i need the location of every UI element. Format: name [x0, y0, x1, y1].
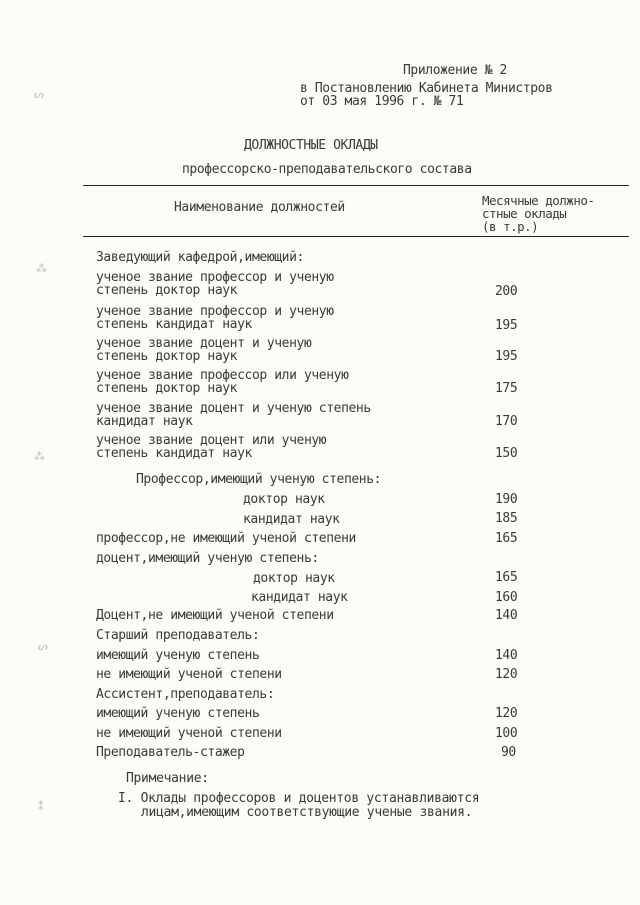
table-row-label: ученое звание профессор и ученую [96, 270, 334, 285]
table-row-salary: 175 [495, 381, 518, 396]
table-row-label: доктор наук [243, 492, 325, 507]
table-row-label: доцент,имеющий ученую степень: [96, 551, 319, 566]
table-row-salary: 140 [495, 608, 518, 623]
table-row-salary: 170 [495, 414, 518, 429]
table-row-label: кандидат наук [251, 590, 348, 605]
table-row-label: степень кандидат наук [96, 317, 252, 332]
table-row-label: степень доктор наук [96, 381, 238, 396]
margin-mark: ⁂ [34, 450, 45, 463]
table-row-label: Доцент,не имеющий ученой степени [96, 608, 334, 623]
table-row-salary: 190 [495, 492, 518, 507]
table-row-label: ученое звание профессор и ученую [96, 304, 334, 319]
table-row-label: кандидат наук [96, 414, 193, 429]
table-row-label: имеющий ученую степень [96, 648, 260, 663]
table-row-label: степень кандидат наук [96, 446, 252, 461]
table-row-salary: 140 [495, 648, 518, 663]
table-row-label: ученое звание доцент и ученую степень [96, 401, 371, 416]
table-row-label: Ассистент,преподаватель: [96, 687, 275, 702]
table-row-label: не имеющий ученой степени [96, 726, 282, 741]
decree-line-1: в Постановлению Кабинета Министров [300, 81, 553, 96]
table-row-salary: 195 [495, 349, 518, 364]
table-row-label: Профессор,имеющий ученую степень: [136, 472, 382, 487]
table-row-label: Старший преподаватель: [96, 628, 260, 643]
margin-mark: ⁑ [38, 800, 44, 813]
table-row-salary: 165 [495, 570, 518, 585]
table-header-rule [83, 236, 629, 237]
table-row-label: кандидат наук [243, 512, 340, 527]
note-item-line-1: I. Оклады профессоров и доцентов устанавливаются [118, 791, 480, 806]
document-title: ДОЛЖНОСТНЫЕ ОКЛАДЫ [244, 138, 378, 153]
table-row-salary: 185 [495, 511, 518, 526]
table-row-label: Заведующий кафедрой,имеющий: [96, 250, 304, 265]
decree-line-2: от 03 мая 1996 г. № 71 [300, 94, 464, 109]
column-header-salary-2: стные оклады [482, 206, 567, 221]
table-row-label: имеющий ученую степень [96, 706, 260, 721]
table-row-salary: 120 [495, 706, 518, 721]
table-row-label: доктор наук [253, 571, 335, 586]
table-row-label: ученое звание профессор или ученую [96, 368, 349, 383]
note-heading: Примечание: [126, 771, 209, 786]
column-header-position: Наименование должностей [174, 200, 345, 215]
table-row-label: степень доктор наук [96, 349, 238, 364]
column-header-salary-3: (в т.р.) [482, 219, 539, 234]
margin-mark: ⁂ [36, 262, 47, 275]
table-row-salary: 150 [495, 446, 518, 461]
table-row-salary: 160 [495, 590, 518, 605]
annex-label: Приложение № 2 [403, 63, 507, 78]
table-row-salary: 165 [495, 531, 518, 546]
table-top-rule [83, 185, 629, 186]
table-row-salary: 200 [495, 284, 518, 299]
table-row-salary: 120 [495, 667, 518, 682]
table-row-label: профессор,не имеющий ученой степени [96, 531, 356, 546]
table-row-salary: 195 [495, 318, 518, 333]
table-row-label: степень доктор наук [96, 283, 238, 298]
table-row-salary: 100 [495, 726, 518, 741]
table-row-label: Преподаватель-стажер [96, 745, 245, 760]
margin-mark: ᔕ [38, 640, 48, 653]
note-item-line-2: лицам,имеющим соответствующие ученые звания. [141, 805, 473, 820]
table-row-label: не имеющий ученой степени [96, 667, 282, 682]
table-row-label: ученое звание доцент и ученую [96, 336, 312, 351]
table-row-label: ученое звание доцент или ученую [96, 433, 327, 448]
column-header-salary-1: Месячные должно- [482, 193, 595, 208]
margin-mark: ᔕ [34, 88, 44, 101]
table-row-salary: 90 [501, 745, 516, 760]
document-subtitle: профессорско-преподавательского состава [182, 162, 472, 177]
